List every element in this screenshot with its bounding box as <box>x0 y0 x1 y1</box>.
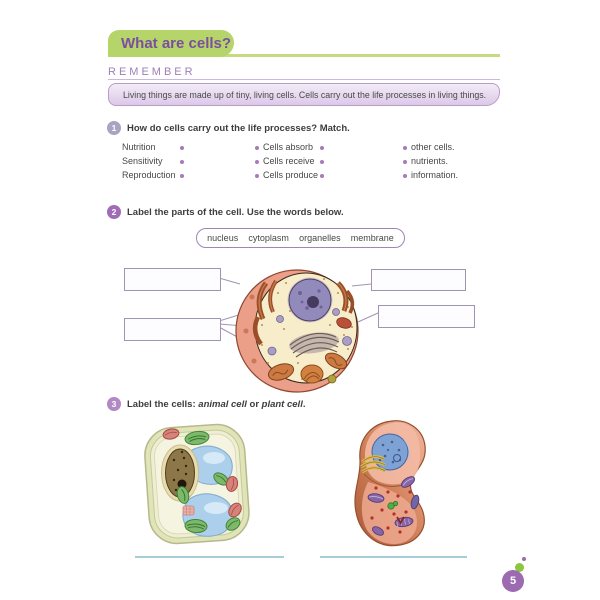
match-dot[interactable] <box>180 146 184 150</box>
word-bank-item: cytoplasm <box>248 233 289 243</box>
match-dot[interactable] <box>255 146 259 150</box>
matching-exercise <box>122 141 500 183</box>
animal-cell-image <box>348 418 440 552</box>
match-dot[interactable] <box>403 160 407 164</box>
word-bank <box>196 228 405 248</box>
remember-heading: REMEMBER <box>108 66 196 78</box>
object-label: information. <box>411 170 459 180</box>
answer-line-left[interactable] <box>135 556 284 558</box>
match-row-reproduction <box>122 169 500 183</box>
question-3-heading <box>107 397 305 411</box>
match-dot[interactable] <box>403 146 407 150</box>
nucleolus <box>307 296 319 308</box>
plant-cell-image <box>140 422 255 548</box>
match-dot[interactable] <box>320 174 324 178</box>
question-1-number-badge: 1 <box>107 121 121 135</box>
remember-box-text: Living things are made up of tiny, living cells. Cells carry out the life processes in living things. <box>108 83 500 106</box>
match-row-sensitivity <box>122 155 500 169</box>
match-dot[interactable] <box>180 160 184 164</box>
action-label: Cells receive <box>263 156 315 166</box>
object-label: other cells. <box>411 142 455 152</box>
question-2-prompt: Label the parts of the cell. Use the words below. <box>127 206 344 218</box>
match-dot[interactable] <box>320 160 324 164</box>
label-box-top-right[interactable] <box>371 269 466 291</box>
question-2-number-badge: 2 <box>107 205 121 219</box>
match-dot[interactable] <box>320 146 324 150</box>
match-row-nutrition <box>122 141 500 155</box>
option-plant-cell: plant cell <box>261 398 303 410</box>
word-bank-item: nucleus <box>207 233 239 243</box>
question-1-prompt: How do cells carry out the life processes? Match. <box>127 122 350 134</box>
process-label: Sensitivity <box>122 156 163 166</box>
page-title: What are cells? <box>108 30 234 57</box>
question-3-number-badge: 3 <box>107 397 121 411</box>
animal-cell-cross-section <box>230 264 364 395</box>
action-label: Cells produce <box>263 170 319 180</box>
decor-dot-purple-icon <box>522 557 526 561</box>
word-bank-item: membrane <box>350 233 394 243</box>
remember-rule <box>108 79 500 80</box>
question-3-prompt: Label the cells: animal cell or plant cell. <box>127 398 306 410</box>
action-label: Cells absorb <box>263 142 314 152</box>
process-label: Nutrition <box>122 142 156 152</box>
match-dot[interactable] <box>255 174 259 178</box>
match-dot[interactable] <box>403 174 407 178</box>
label-box-top-left[interactable] <box>124 268 221 291</box>
answer-line-right[interactable] <box>320 556 467 558</box>
word-bank-item: organelles <box>299 233 341 243</box>
question-1-heading <box>107 121 350 135</box>
question-2-heading <box>107 205 344 219</box>
match-dot[interactable] <box>255 160 259 164</box>
nucleus <box>372 434 408 470</box>
page-number-badge: 5 <box>502 570 524 592</box>
match-dot[interactable] <box>180 174 184 178</box>
option-animal-cell: animal cell <box>198 398 247 410</box>
striped-organelle <box>183 506 194 515</box>
process-label: Reproduction <box>122 170 176 180</box>
object-label: nutrients. <box>411 156 449 166</box>
label-box-bottom-left[interactable] <box>124 318 221 341</box>
label-box-middle-right[interactable] <box>378 305 475 328</box>
